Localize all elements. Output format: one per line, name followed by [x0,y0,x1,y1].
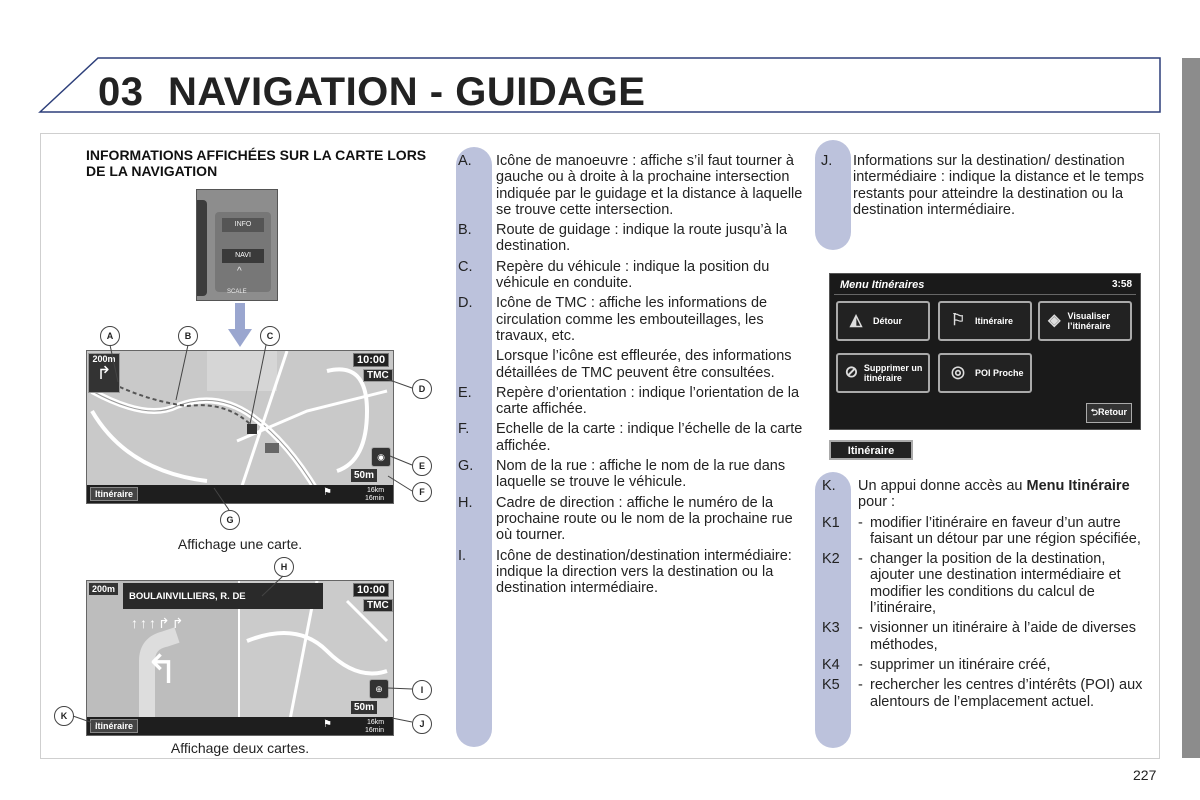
callout-a: A [100,326,120,346]
map-scale: 50m [351,469,377,482]
map-roads [87,351,393,503]
back-button[interactable]: ⮌Retour [1086,403,1132,423]
poi-nearby-button[interactable]: ◎ POI Proche [938,353,1032,393]
control-panel-photo [196,189,278,301]
callout-e: E [412,456,432,476]
page-number: 227 [1133,767,1157,783]
tmc-marker [265,443,279,453]
flag-icon: ⚑ [323,487,332,498]
k3-item: K3 - visionner un itinéraire à l’aide de diverses méthodes, [822,620,1136,653]
itinerary-icon: ⚐ [950,312,966,329]
route-button: Itinéraire [90,487,138,501]
list-item-b: B. Route de guidage : indique la route jusqu’à la destination. [458,222,788,255]
list-item-f: F. Echelle de la carte : indique l’échelle de la carte affichée. [458,421,803,454]
k-intro: K. Un appui donne accès au Menu Itinéraire pour : [822,478,1130,511]
k5-item: K5 - rechercher les centres d’intérêts (POI) aux alentours de l’emplacement actuel. [822,677,1143,710]
callout-c: C [260,326,280,346]
dual-map-scale: 50m [351,701,377,714]
chapter-number: 03 [98,70,144,114]
route-menu-screen [829,273,1141,430]
view-itinerary-button[interactable]: ◈ Visualiser l’itinéraire [1038,301,1132,341]
list-item-g: G. Nom de la rue : affiche le nom de la rue dans laquelle se trouve le véhicule. [458,458,786,491]
detour-button[interactable]: ◭ Détour [836,301,930,341]
section-heading: INFORMATIONS AFFICHÉES SUR LA CARTE LORS DE LA NAVIGATION [86,147,427,179]
clock: 10:00 [353,353,389,367]
menu-title: Menu Itinéraires [840,279,925,291]
delete-itinerary-button[interactable]: ⊘ Supprimer un itinéraire [836,353,930,393]
down-arrow-icon [228,303,252,349]
side-strip [1182,58,1200,758]
callout-k: K [54,706,74,726]
maneuver-icon: 200m ↱ [88,353,120,393]
destination-icon: ⊕ [369,679,389,699]
dual-distance: 200m [89,583,118,595]
lane-guidance-icon: ↑↑↑↱↱ [131,615,186,631]
list-item-e: E. Repère d’orientation : indique l’orientation de la carte affichée. [458,384,800,418]
caption-dual-map: Affichage deux cartes. [170,740,310,756]
eta-readout: 16km 16min [365,487,385,502]
dual-route-button: Itinéraire [90,719,138,733]
callout-f: F [412,482,432,502]
turn-arrow-icon: ↰ [145,648,179,692]
map-screen-dual [86,580,394,736]
page-title: NAVIGATION - GUIDAGE [168,70,646,114]
itineraire-button[interactable]: Itinéraire [829,440,913,460]
middle-items-list [458,153,803,600]
callout-h: H [274,557,294,577]
detour-icon: ◭ [849,312,863,329]
dual-tmc-button: TMC [363,599,393,612]
dual-eta-readout: 16km 16min [365,719,385,734]
list-item-a: A. Icône de manoeuvre : affiche s’il faut tourner à gauche ou à droite à la prochaine intersection indiquée par le guidage et la distance à laquelle se trouve cette intersection. [458,153,803,218]
callout-g: G [220,510,240,530]
scale-label: SCALE [227,289,247,295]
callout-b: B [178,326,198,346]
dual-clock: 10:00 [353,583,389,597]
k4-item: K4 - supprimer un itinéraire créé, [822,656,1051,673]
back-arrow-icon: ⮌ [1090,407,1098,417]
navi-button: NAVI [222,249,264,263]
poi-icon: ◎ [951,364,965,381]
chevron-up-icon: ^ [237,266,242,277]
map-screen-single [86,350,394,504]
k-list [822,478,1152,714]
list-item-i: I. Icône de destination/destination intermédiaire: indique la direction vers la destination ou la destination intermédiaire. [458,547,792,597]
view-route-icon: ◈ [1048,312,1061,329]
list-item-c: C. Repère du véhicule : indique la position du véhicule en conduite. [458,258,770,292]
street-name: BOULAINVILLIERS, R. DE [129,591,246,602]
itinerary-button[interactable]: ⚐ Itinéraire [938,301,1032,341]
compass-icon: ◉ [371,447,391,467]
info-button: INFO [222,218,264,232]
callout-i: I [412,680,432,700]
k2-item: K2 - changer la position de la destination, ajouter une destination intermédiaire et modifier les conditions du calcul de l’itinéraire, [822,551,1121,617]
callout-j: J [412,714,432,734]
k1-item: K1 - modifier l’itinéraire en faveur d’un autre faisant un détour par une région spécifiée, [822,514,1141,547]
list-item-h: H. Cadre de direction : affiche le numéro de la prochaine route ou le nom de la prochaine rue où tourner. [458,494,793,544]
dual-flag-icon: ⚑ [323,719,332,730]
j-item: J. Informations sur la destination/ destination intermédiaire : indique la distance et le temps restants pour atteindre la destination ou la destination intermédiaire. [821,153,1144,218]
menu-clock: 3:58 [1111,279,1132,290]
list-item-d: D. Icône de TMC : affiche les informations de circulation comme les embouteillages, les travaux, etc. Lorsque l’icône est effleurée, des informations détaillées de TMC peuvent être consultées. [458,295,792,381]
tmc-button: TMC [363,369,393,382]
caption-single-map: Affichage une carte. [177,536,303,552]
callout-d: D [412,379,432,399]
delete-route-icon: ⊘ [844,364,859,381]
vehicle-marker [247,424,257,434]
